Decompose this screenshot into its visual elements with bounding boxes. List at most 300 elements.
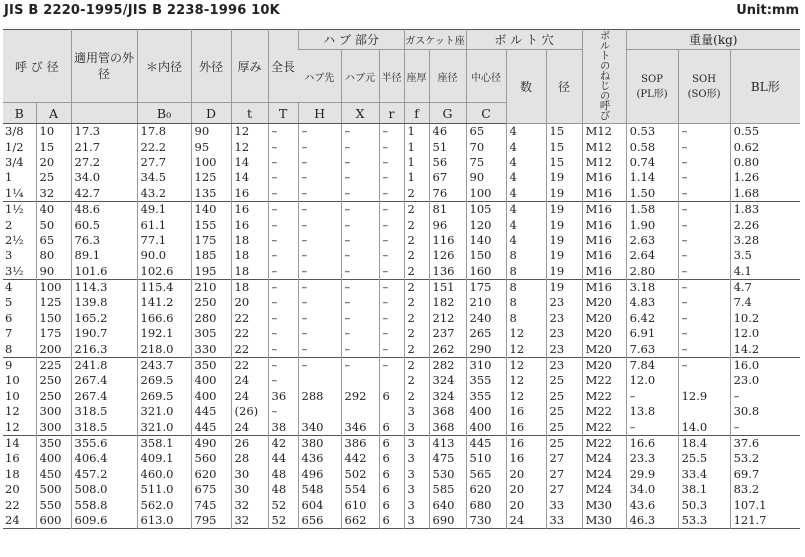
table-cell: M16 <box>582 233 626 248</box>
table-cell: – <box>730 419 800 435</box>
table-cell: M30 <box>582 513 626 529</box>
table-cell: 609.6 <box>71 513 137 529</box>
table-cell: 18 <box>231 233 268 248</box>
table-cell: 445 <box>191 419 231 435</box>
table-cell: 38.1 <box>678 482 730 497</box>
table-cell: 12 <box>506 373 546 388</box>
table-cell: 25 <box>546 389 582 404</box>
table-cell: 2 <box>404 357 429 373</box>
header-hub: ハ ブ 部分 <box>298 30 404 50</box>
page-title: JIS B 2220-1995/JIS B 2238-1996 10K <box>4 3 280 18</box>
table-cell: 3/8 <box>5 124 24 139</box>
table-cell: – <box>379 341 404 357</box>
header-nominal: 呼 び 径 <box>3 30 71 103</box>
header-bolt-count: 数 <box>506 50 546 124</box>
table-cell: M22 <box>582 435 626 451</box>
table-cell: 23.3 <box>626 451 678 466</box>
table-cell: 4 <box>506 217 546 232</box>
table-cell: – <box>298 295 341 310</box>
table-cell: 36 <box>268 389 298 404</box>
table-cell: 445 <box>191 404 231 419</box>
table-cell: 67 <box>429 170 466 185</box>
table-cell: – <box>298 248 341 263</box>
table-cell: 496 <box>298 467 341 482</box>
table-cell: 23 <box>546 295 582 310</box>
table-cell: 330 <box>191 341 231 357</box>
table-cell: 562.0 <box>137 497 191 512</box>
table-cell: – <box>268 326 298 341</box>
table-cell: 218.0 <box>137 341 191 357</box>
table-cell: 32 <box>36 186 71 202</box>
table-cell: – <box>341 201 379 217</box>
table-cell: 12 <box>5 419 20 434</box>
table-row <box>3 279 800 295</box>
table-cell: M20 <box>582 295 626 310</box>
header-thickness: 厚み <box>231 30 268 103</box>
table-cell: 16 <box>506 404 546 419</box>
table-cell: 8 <box>5 341 13 356</box>
table-cell: 69.7 <box>730 467 800 482</box>
header-gasket: ガスケット座 <box>404 30 466 50</box>
table-cell: 28 <box>231 451 268 466</box>
table-cell: 300 <box>36 404 71 419</box>
table-cell: 1.58 <box>626 201 678 217</box>
table-cell: 442 <box>341 451 379 466</box>
table-cell: 200 <box>36 341 71 357</box>
table-cell: – <box>298 311 341 326</box>
table-cell: 225 <box>36 357 71 373</box>
table-cell: – <box>678 139 730 154</box>
table-cell: 23 <box>546 311 582 326</box>
table-cell: 50 <box>36 217 71 232</box>
table-row <box>3 326 800 341</box>
table-cell: 1.26 <box>730 170 800 185</box>
table-cell: – <box>379 264 404 280</box>
table-cell: 554 <box>341 482 379 497</box>
table-cell: 355 <box>466 389 506 404</box>
table-cell: 24 <box>231 419 268 435</box>
table-cell: – <box>678 170 730 185</box>
table-cell: 100 <box>36 279 71 295</box>
table-cell: 182 <box>429 295 466 310</box>
table-cell: 305 <box>191 326 231 341</box>
table-cell: 409.1 <box>137 451 191 466</box>
table-cell: 70 <box>466 139 506 154</box>
table-cell: 12.0 <box>730 326 800 341</box>
table-cell: 613.0 <box>137 513 191 529</box>
table-cell: 34.0 <box>71 170 137 185</box>
table-cell: 20 <box>506 467 546 482</box>
table-cell: 16 <box>5 451 20 466</box>
table-cell: 2 <box>404 341 429 357</box>
table-cell: 25.5 <box>678 451 730 466</box>
table-cell: 25 <box>546 435 582 451</box>
table-cell: 49.1 <box>137 201 191 217</box>
table-cell: – <box>298 341 341 357</box>
table-cell: 60.5 <box>71 217 137 232</box>
table-cell: M22 <box>582 389 626 404</box>
table-cell: 3.18 <box>626 279 678 295</box>
table-cell: – <box>341 264 379 280</box>
table-cell: 43.2 <box>137 186 191 202</box>
table-cell: M16 <box>582 186 626 202</box>
table-cell: 33 <box>546 513 582 529</box>
table-cell: 56 <box>429 155 466 170</box>
table-cell: 18 <box>231 264 268 280</box>
table-cell <box>341 373 379 388</box>
table-cell <box>678 404 730 419</box>
table-cell <box>341 404 379 419</box>
table-cell: 16 <box>506 451 546 466</box>
table-cell: 22 <box>231 357 268 373</box>
table-cell: 76 <box>429 186 466 202</box>
table-cell: M20 <box>582 357 626 373</box>
table-cell: 16.6 <box>626 435 678 451</box>
table-cell: 346 <box>341 419 379 435</box>
sub-header: B <box>3 103 36 124</box>
table-cell: 3 <box>5 248 13 263</box>
table-cell: 2.64 <box>626 248 678 263</box>
table-cell: 6 <box>379 497 404 512</box>
table-cell: M12 <box>582 155 626 170</box>
table-cell: – <box>268 170 298 185</box>
table-cell: 4.1 <box>730 264 800 280</box>
table-row <box>3 435 800 451</box>
table-cell: 18 <box>5 466 20 481</box>
table-cell: – <box>678 279 730 295</box>
table-cell: 6.91 <box>626 326 678 341</box>
table-cell: 16 <box>506 435 546 451</box>
table-cell: 310 <box>466 357 506 373</box>
table-cell: – <box>341 279 379 295</box>
table-cell: 13.8 <box>626 404 678 419</box>
table-cell: 413 <box>429 435 466 451</box>
header-sop: SOP (PL形) <box>626 50 678 124</box>
table-cell: M16 <box>582 170 626 185</box>
table-cell: – <box>678 155 730 170</box>
table-cell: 241.8 <box>71 357 137 373</box>
table-cell: 2 <box>404 217 429 232</box>
table-cell: – <box>379 311 404 326</box>
table-cell: 19 <box>546 248 582 263</box>
table-cell: 37.6 <box>730 435 800 451</box>
table-cell: 324 <box>429 373 466 388</box>
sub-header: t <box>231 103 268 124</box>
table-cell: – <box>341 170 379 185</box>
table-cell: M16 <box>582 279 626 295</box>
table-cell: 2 <box>404 264 429 280</box>
table-cell: 4 <box>506 170 546 185</box>
table-cell: – <box>268 295 298 310</box>
table-cell: 400 <box>191 373 231 388</box>
table-cell: 262 <box>429 341 466 357</box>
table-cell: 155 <box>191 217 231 232</box>
table-cell: 321.0 <box>137 419 191 435</box>
table-cell: 0.55 <box>730 124 800 140</box>
table-cell: – <box>341 357 379 373</box>
table-cell: 350 <box>191 357 231 373</box>
table-cell: 269.5 <box>137 373 191 388</box>
table-cell: 400 <box>466 419 506 435</box>
table-cell: 30 <box>231 467 268 482</box>
table-cell: 151 <box>429 279 466 295</box>
table-cell: 22 <box>231 311 268 326</box>
table-cell: 7.84 <box>626 357 678 373</box>
table-cell: 19 <box>546 279 582 295</box>
table-cell: – <box>341 155 379 170</box>
table-cell: – <box>298 124 341 140</box>
table-cell: 1/2 <box>5 139 24 154</box>
table-cell: – <box>678 124 730 140</box>
table-cell: – <box>678 233 730 248</box>
table-cell <box>678 373 730 388</box>
table-cell: 795 <box>191 513 231 529</box>
table-cell: 20 <box>36 155 71 170</box>
table-row <box>3 124 800 140</box>
table-cell: – <box>298 217 341 232</box>
table-cell: – <box>379 170 404 185</box>
table-cell: 436 <box>298 451 341 466</box>
table-cell: 1.68 <box>730 186 800 202</box>
table-cell: 185 <box>191 248 231 263</box>
table-row <box>3 186 800 202</box>
table-cell: 100 <box>466 186 506 202</box>
table-cell: – <box>678 311 730 326</box>
table-cell: 65 <box>36 233 71 248</box>
table-cell: 6 <box>379 467 404 482</box>
table-cell: 53.3 <box>678 513 730 529</box>
table-cell: 350 <box>36 435 71 451</box>
table-cell: 490 <box>191 435 231 451</box>
table-cell: 17.3 <box>71 124 137 140</box>
table-cell: 368 <box>429 419 466 435</box>
table-cell: 548 <box>298 482 341 497</box>
table-row <box>3 357 800 373</box>
table-cell: M22 <box>582 404 626 419</box>
table-cell: 10 <box>5 373 20 388</box>
table-cell: 140 <box>466 233 506 248</box>
table-cell: 12 <box>506 326 546 341</box>
table-cell: 125 <box>191 170 231 185</box>
table-cell: 40 <box>36 201 71 217</box>
table-cell: 27 <box>546 467 582 482</box>
table-cell: 475 <box>429 451 466 466</box>
unit-label: Unit:mm <box>736 3 799 18</box>
table-cell: 368 <box>429 404 466 419</box>
table-cell: 20 <box>231 295 268 310</box>
table-cell: 32 <box>231 513 268 529</box>
table-cell: – <box>379 217 404 232</box>
table-cell: 243.7 <box>137 357 191 373</box>
table-cell: 150 <box>36 311 71 326</box>
table-cell: 0.58 <box>626 139 678 154</box>
table-cell: 3 <box>404 435 429 451</box>
header-weight: 重量(kg) <box>626 30 800 50</box>
table-cell: – <box>626 389 678 404</box>
table-cell: 175 <box>191 233 231 248</box>
table-cell: 2 <box>404 373 429 388</box>
table-cell: 1.90 <box>626 217 678 232</box>
header-outer-diameter: 外径 <box>191 30 231 103</box>
table-cell: 20 <box>5 482 20 497</box>
table-row <box>3 373 800 388</box>
table-cell: 141.2 <box>137 295 191 310</box>
table-cell: 680 <box>466 497 506 512</box>
table-cell: 81 <box>429 201 466 217</box>
table-cell: – <box>626 419 678 435</box>
table-cell: 8 <box>506 295 546 310</box>
table-cell: 29.9 <box>626 467 678 482</box>
table-cell: 22 <box>231 341 268 357</box>
table-cell: 250 <box>191 295 231 310</box>
table-cell: 135 <box>191 186 231 202</box>
table-cell: 1 <box>404 170 429 185</box>
table-row <box>3 451 800 466</box>
table-cell: 19 <box>546 264 582 280</box>
table-cell: 210 <box>466 295 506 310</box>
header-soh: SOH (SO形) <box>678 50 730 124</box>
table-cell: 22 <box>231 326 268 341</box>
table-cell: – <box>379 279 404 295</box>
table-cell: 9 <box>3 357 36 373</box>
table-cell: 662 <box>341 513 379 529</box>
table-cell: 8 <box>506 248 546 263</box>
table-row <box>3 170 800 185</box>
table-cell: 90 <box>36 264 71 280</box>
table-cell: 48 <box>268 467 298 482</box>
table-row <box>3 467 800 482</box>
table-cell: 89.1 <box>71 248 137 263</box>
table-cell: 23 <box>546 326 582 341</box>
table-cell: 380 <box>298 435 341 451</box>
table-cell: 102.6 <box>137 264 191 280</box>
table-cell: 14.2 <box>730 341 800 357</box>
table-cell: 12 <box>231 139 268 154</box>
table-cell: 604 <box>298 497 341 512</box>
table-cell: 212 <box>429 311 466 326</box>
sub-header <box>71 103 137 124</box>
table-cell: 445 <box>466 435 506 451</box>
header-inner-diameter: ＊内径 <box>137 30 191 103</box>
table-cell: – <box>298 139 341 154</box>
table-cell: 4 <box>506 124 546 140</box>
table-cell: 32 <box>231 497 268 512</box>
table-cell: 25 <box>546 419 582 435</box>
header-screw: ボルトのねじの呼び <box>582 30 626 124</box>
table-cell: – <box>379 326 404 341</box>
table-cell: 18.4 <box>678 435 730 451</box>
table-cell: 450 <box>36 467 71 482</box>
table-cell: 2 <box>404 311 429 326</box>
table-cell: 558.8 <box>71 497 137 512</box>
table-cell: 10 <box>36 124 71 140</box>
table-cell: 114.3 <box>71 279 137 295</box>
sub-header: r <box>379 103 404 124</box>
header-hub-tip: ハブ先 <box>298 50 341 103</box>
table-cell: 3.28 <box>730 233 800 248</box>
table-cell: 7.63 <box>626 341 678 357</box>
table-row <box>3 295 800 310</box>
table-cell: 324 <box>429 389 466 404</box>
table-cell: 33.4 <box>678 467 730 482</box>
table-cell: 44 <box>268 451 298 466</box>
table-cell: – <box>678 186 730 202</box>
table-row <box>3 264 800 280</box>
table-cell: 12.0 <box>626 373 678 388</box>
table-cell: 745 <box>191 497 231 512</box>
table-row <box>3 311 800 326</box>
table-cell: 2.80 <box>626 264 678 280</box>
table-cell: 292 <box>341 389 379 404</box>
table-cell: 14 <box>231 170 268 185</box>
table-cell: 90 <box>466 170 506 185</box>
table-cell: 0.74 <box>626 155 678 170</box>
table-cell: 42.7 <box>71 186 137 202</box>
table-cell: M16 <box>582 217 626 232</box>
table-cell <box>298 404 341 419</box>
table-cell: 2 <box>404 233 429 248</box>
table-cell: 12.9 <box>678 389 730 404</box>
table-row <box>3 233 800 248</box>
table-cell: M16 <box>582 248 626 263</box>
table-cell: M20 <box>582 311 626 326</box>
table-cell: 530 <box>429 467 466 482</box>
table-cell: 1 <box>404 124 429 140</box>
table-cell: 2 <box>404 186 429 202</box>
table-cell: 340 <box>298 419 341 435</box>
header-hub-base: ハブ元 <box>341 50 379 103</box>
table-cell <box>379 404 404 419</box>
table-cell: – <box>379 248 404 263</box>
table-cell: 1 <box>404 139 429 154</box>
table-cell: 2 <box>5 217 13 232</box>
table-cell: 2 <box>404 326 429 341</box>
table-cell: 53.2 <box>730 451 800 466</box>
table-row <box>3 497 800 512</box>
table-row <box>3 419 800 435</box>
sub-header: T <box>268 103 298 124</box>
table-cell: 502 <box>341 467 379 482</box>
table-cell: – <box>268 139 298 154</box>
table-cell: 280 <box>191 311 231 326</box>
header-radius: 半径 <box>379 50 404 103</box>
sub-header: G <box>429 103 466 124</box>
table-cell: 355.6 <box>71 435 137 451</box>
table-cell: 175 <box>466 279 506 295</box>
table-cell: – <box>341 248 379 263</box>
table-cell: 2½ <box>5 232 24 247</box>
table-cell: – <box>341 311 379 326</box>
table-cell: 560 <box>191 451 231 466</box>
table-cell: 12 <box>506 389 546 404</box>
table-cell: 160 <box>466 264 506 280</box>
table-cell: 240 <box>466 311 506 326</box>
table-cell: 3 <box>404 482 429 497</box>
table-cell: – <box>268 233 298 248</box>
table-cell: 3½ <box>5 263 24 278</box>
table-cell: – <box>341 217 379 232</box>
table-cell: – <box>341 124 379 140</box>
table-cell: – <box>268 155 298 170</box>
table-cell: 267.4 <box>71 373 137 388</box>
table-cell: M20 <box>582 341 626 357</box>
table-cell: 61.1 <box>137 217 191 232</box>
table-cell: 17.8 <box>137 124 191 140</box>
table-cell: 115.4 <box>137 279 191 295</box>
table-cell: – <box>678 357 730 373</box>
table-cell: 2 <box>404 248 429 263</box>
table-cell: – <box>298 233 341 248</box>
